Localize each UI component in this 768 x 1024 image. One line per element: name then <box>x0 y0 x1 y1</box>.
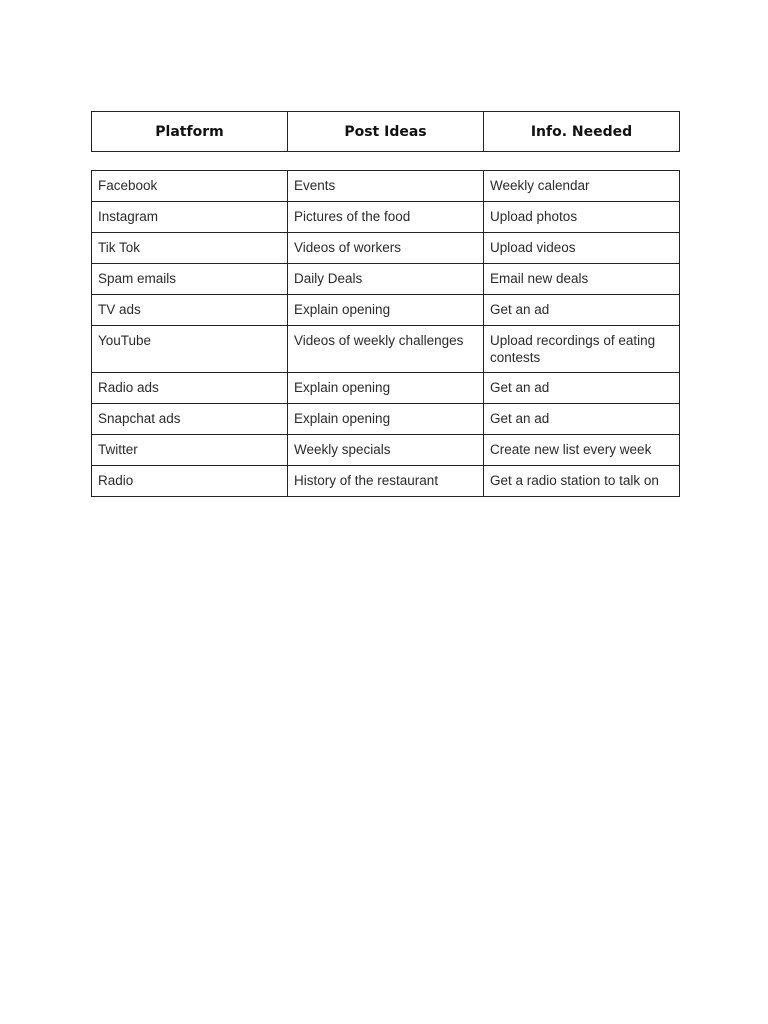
post-idea-cell: Videos of weekly challenges <box>288 326 484 373</box>
info-needed-cell: Upload photos <box>484 202 680 233</box>
table-row <box>92 202 680 233</box>
post-idea-cell: Explain opening <box>288 295 484 326</box>
column-header-post-ideas: Post Ideas <box>288 112 484 152</box>
info-needed-cell: Get an ad <box>484 295 680 326</box>
platform-cell: Radio ads <box>92 373 288 404</box>
platform-cell: Facebook <box>92 171 288 202</box>
post-idea-cell: Explain opening <box>288 404 484 435</box>
info-needed-cell: Get a radio station to talk on <box>484 466 680 497</box>
info-needed-cell: Create new list every week <box>484 435 680 466</box>
platform-table <box>91 170 680 497</box>
column-header-platform: Platform <box>92 112 288 152</box>
table-row <box>92 171 680 202</box>
post-idea-cell: Events <box>288 171 484 202</box>
post-idea-cell: Weekly specials <box>288 435 484 466</box>
table-row <box>92 435 680 466</box>
table-row <box>92 404 680 435</box>
info-needed-cell: Get an ad <box>484 373 680 404</box>
column-header-info-needed: Info. Needed <box>484 112 680 152</box>
platform-cell: TV ads <box>92 295 288 326</box>
platform-cell: Tik Tok <box>92 233 288 264</box>
platform-cell: Snapchat ads <box>92 404 288 435</box>
post-idea-cell: Pictures of the food <box>288 202 484 233</box>
info-needed-cell: Weekly calendar <box>484 171 680 202</box>
platform-cell: Spam emails <box>92 264 288 295</box>
platform-cell: Instagram <box>92 202 288 233</box>
info-needed-cell: Email new deals <box>484 264 680 295</box>
info-needed-cell: Upload videos <box>484 233 680 264</box>
platform-cell: YouTube <box>92 326 288 373</box>
info-needed-cell: Upload recordings of eating contests <box>484 326 680 373</box>
post-idea-cell: Videos of workers <box>288 233 484 264</box>
post-idea-cell: Explain opening <box>288 373 484 404</box>
table-row <box>92 295 680 326</box>
table-row <box>92 466 680 497</box>
header-row <box>92 112 680 152</box>
platform-cell: Twitter <box>92 435 288 466</box>
info-needed-cell: Get an ad <box>484 404 680 435</box>
table-row <box>92 373 680 404</box>
platform-cell: Radio <box>92 466 288 497</box>
table-row <box>92 264 680 295</box>
table-row <box>92 326 680 373</box>
post-idea-cell: Daily Deals <box>288 264 484 295</box>
post-idea-cell: History of the restaurant <box>288 466 484 497</box>
header-table <box>91 111 680 152</box>
table-row <box>92 233 680 264</box>
